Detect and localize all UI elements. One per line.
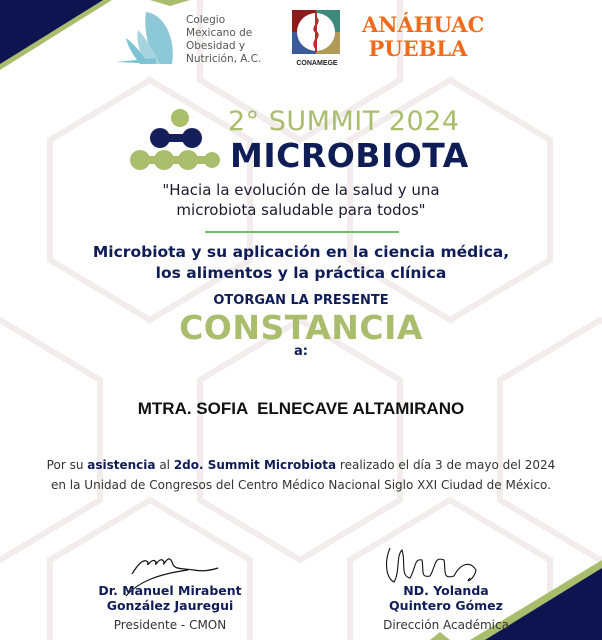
recipient-label: a: [294,344,308,359]
top-accent-shape [150,0,190,6]
certificate-body: Por su asistencia al 2do. Summit Microbiota realizado el día 3 de mayo del 2024 en la Unidad de Congresos del Centro Médico Nacional Siglo XXI Ciudad de México. [46,458,556,492]
summit-edition: 2° SUMMIT 2024 [228,106,460,137]
conamege-label: CONAMEGE [296,60,338,67]
corner-decoration-top-left [0,0,120,72]
microbiota-molecule-icon [128,108,220,172]
event-topic: Microbiota y su aplicación en la ciencia médica, los alimentos y la práctica clínica [92,243,510,282]
signature-block-2: ND. Yolanda Quintero Gómez Dirección Académica [383,583,509,632]
event-slogan: "Hacia la evolución de la salud y una microbiota saludable para todos" [162,181,440,219]
signature-block-1: Dr. Manuel Mirabent González Jauregui Presidente - CMON [98,583,242,632]
cmon-leaf-logo-icon [116,8,180,66]
anahuac-puebla-logo: ANÁHUAC PUEBLA [362,12,485,61]
conamege-caduceus-logo-icon [292,10,340,54]
grant-text: OTORGAN LA PRESENTE [213,293,389,308]
certificate-type: CONSTANCIA [179,308,423,347]
cmon-logo [116,8,180,70]
recipient-name: MTRA. SOFIA ELNECAVE ALTAMIRANO [137,399,465,418]
cmon-name: Colegio Mexicano de Obesidad y Nutrición, A.C. [186,14,262,65]
section-divider [205,231,399,233]
event-title: MICROBIOTA [230,136,469,175]
conamege-logo [292,10,342,67]
